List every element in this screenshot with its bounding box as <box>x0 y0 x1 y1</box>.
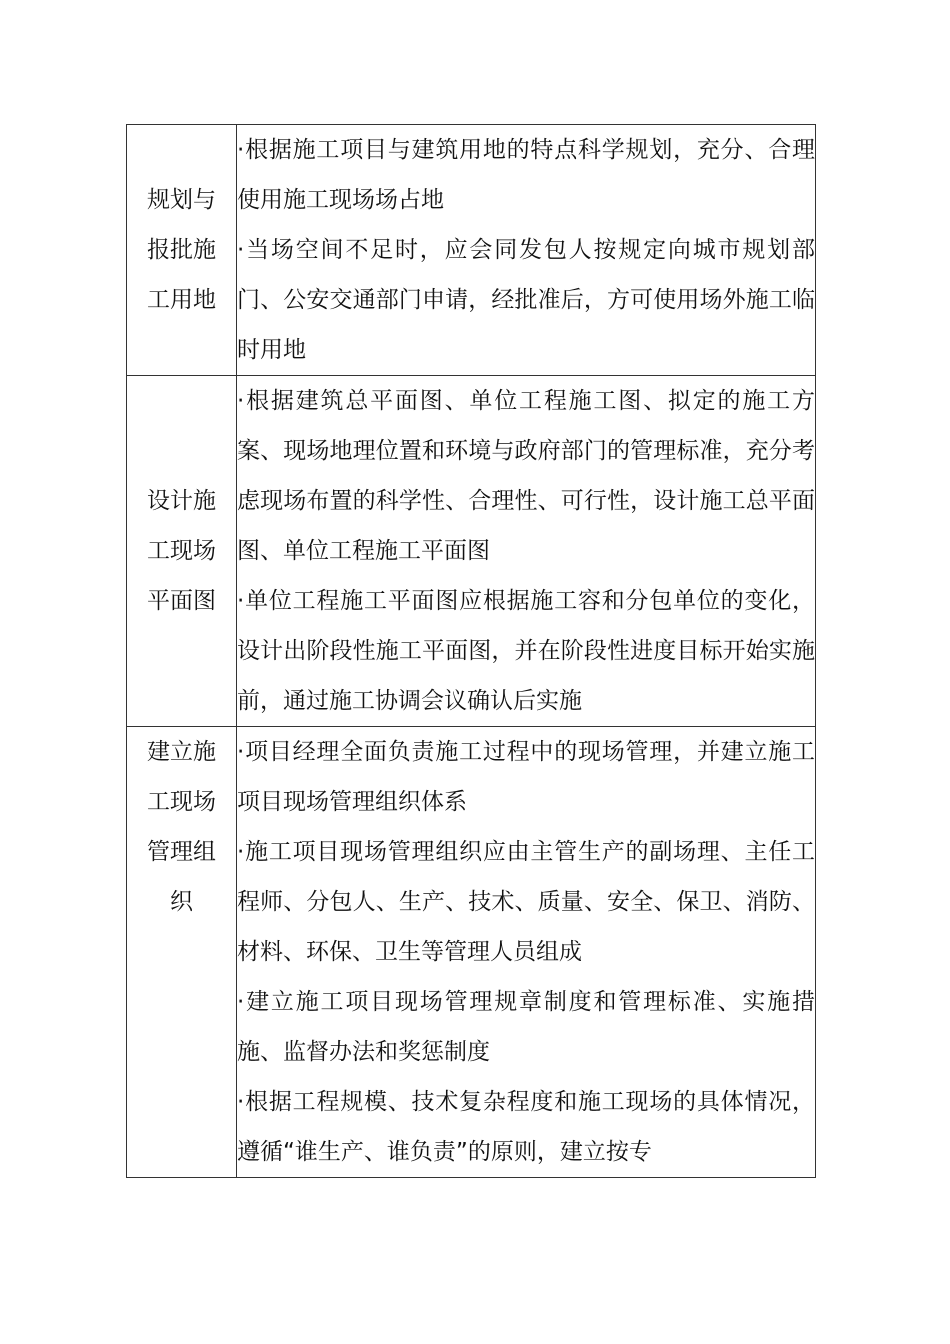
content-paragraph: ·施工项目现场管理组织应由主管生产的副场理、主任工程师、分包人、生产、技术、质量、安全、保卫、消防、材料、环保、卫生等管理人员组成 <box>237 839 815 965</box>
row-label-line: 工用地 <box>147 287 216 313</box>
table-row <box>127 376 816 727</box>
content-paragraph: ·根据建筑总平面图、单位工程施工图、拟定的施工方案、现场地理位置和环境与政府部门的管理标准，充分考虑现场布置的科学性、合理性、可行性，设计施工总平面图、单位工程施工平面图 <box>237 388 815 564</box>
row-content <box>237 376 816 727</box>
row-label-line: 工现场 <box>147 538 216 564</box>
content-paragraph: ·当场空间不足时，应会同发包人按规定向城市规划部门、公安交通部门申请，经批准后，方可使用场外施工临时用地 <box>237 237 815 363</box>
content-paragraph: ·项目经理全面负责施工过程中的现场管理，并建立施工项目现场管理组织体系 <box>237 739 815 815</box>
row-label-line: 报批施 <box>147 237 216 263</box>
table-row <box>127 727 816 1178</box>
row-label-line: 建立施 <box>147 739 216 765</box>
content-paragraph: ·单位工程施工平面图应根据施工容和分包单位的变化，设计出阶段性施工平面图，并在阶段性进度目标开始实施前，通过施工协调会议确认后实施 <box>237 588 815 714</box>
row-label-line: 织 <box>170 889 193 915</box>
row-label <box>127 125 237 376</box>
row-label-line: 平面图 <box>147 588 216 614</box>
row-label <box>127 727 237 1178</box>
content-paragraph: ·根据工程规模、技术复杂程度和施工现场的具体情况，遵循“谁生产、谁负责”的原则，建立按专 <box>237 1089 815 1165</box>
row-label-line: 规划与 <box>147 187 216 213</box>
row-content <box>237 125 816 376</box>
management-table <box>126 124 816 1178</box>
row-label-line: 管理组 <box>147 839 216 865</box>
row-label-line: 工现场 <box>147 789 216 815</box>
row-label <box>127 376 237 727</box>
content-paragraph: ·建立施工项目现场管理规章制度和管理标准、实施措施、监督办法和奖惩制度 <box>237 989 815 1065</box>
content-paragraph: ·根据施工项目与建筑用地的特点科学规划，充分、合理使用施工现场场占地 <box>237 137 815 213</box>
row-label-line: 设计施 <box>147 488 216 514</box>
row-content <box>237 727 816 1178</box>
table-row <box>127 125 816 376</box>
